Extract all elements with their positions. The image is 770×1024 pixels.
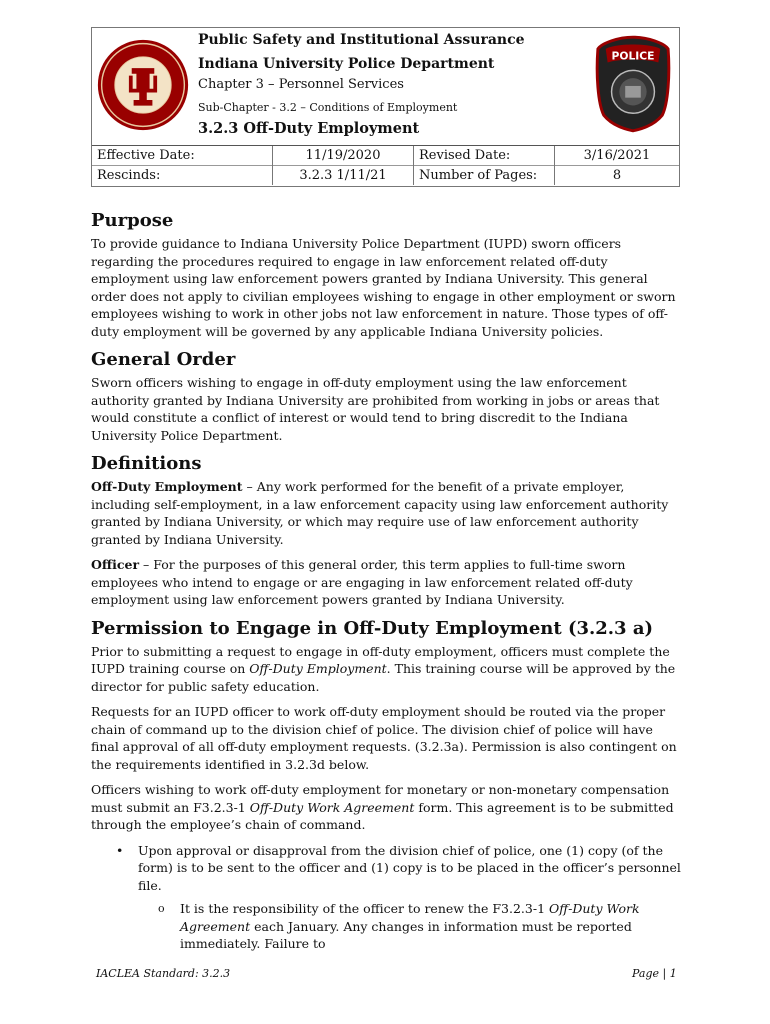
general-order-text: Sworn officers wishing to engage in off-duty employment using the law enforcement authority granted by Indiana University are prohibited from working in jobs or areas that would constitute a conflict of interest or would tend to bring discredit to the Indiana University Police Department. (91, 375, 660, 443)
iu-seal-icon (96, 38, 190, 132)
effective-date-value: 11/19/2020 (273, 146, 414, 166)
sub-list (138, 900, 683, 953)
list-item-text: Upon approval or disapproval from the division chief of police, one (1) copy (of the form) is to be sent to the officer and (1) copy is to be placed in the officer’s personnel file. (138, 842, 681, 893)
document-header (91, 27, 680, 187)
revised-date-label: Revised Date: (414, 146, 555, 166)
definition-off-duty (91, 478, 683, 548)
rescinds-label: Rescinds: (92, 166, 273, 186)
footer-standard: IACLEA Standard: 3.2.3 (96, 967, 231, 980)
permission-paragraph-2: Requests for an IUPD officer to work off-duty employment should be routed via the proper chain of command up to the division chief of police. The division chief of police will have final approval of all off-duty employment requests. (3.2.3a). Permission is also contingent on the requirements identified in 3.2.3d below. (91, 704, 677, 772)
list-item (116, 842, 683, 953)
table-row (92, 146, 679, 166)
chapter-title: Chapter 3 – Personnel Services (198, 77, 404, 92)
department-title: Indiana University Police Department (198, 56, 495, 72)
paragraph-text: form. This agreement is to be submitted through the employee’s chain of command. (91, 799, 674, 832)
pages-value: 8 (555, 166, 680, 186)
permission-heading: Permission to Engage in Off-Duty Employment (3.2.3 a) (91, 617, 654, 639)
bullet-list (91, 842, 683, 953)
form-title: Off-Duty Work Agreement (249, 799, 415, 815)
svg-text:POLICE: POLICE (611, 49, 655, 63)
definition-officer (91, 556, 683, 609)
definition-text: – For the purposes of this general order, this term applies to full-time sworn employees who intend to engage or are engaging in law enforcement related off-duty employment using law enforcement powers granted by Indiana University. (91, 557, 633, 607)
permission-paragraph-1 (91, 643, 683, 696)
purpose-heading: Purpose (91, 210, 174, 231)
paragraph-text: Prior to submitting a request to engage in off-duty employment, officers must complete the IUPD training course on (91, 643, 670, 676)
definition-term: Officer (91, 557, 140, 572)
police-badge-icon (594, 34, 672, 134)
definitions-heading: Definitions (91, 453, 202, 474)
purpose-text: To provide guidance to Indiana University Police Department (IUPD) sworn officers regarding the procedures required to engage in law enforcement related off-duty employment using law enforcement powers granted by Indiana University. This general order does not apply to civilian employees wishing to engage in other employment or sworn employees wishing to work in other jobs not law enforcement in nature. Those types of off-duty employment will be governed by any applicable Indiana University policies. (91, 236, 676, 339)
course-title: Off-Duty Employment (249, 661, 387, 676)
permission-paragraph-3 (91, 781, 683, 834)
definition-text: – Any work performed for the benefit of a private employer, including self-employment, in a law enforcement capacity using law enforcement authority granted by Indiana University, or which may require use of law enforcement authority granted by Indiana University. (91, 479, 669, 547)
footer-page-number: Page | 1 (632, 967, 677, 980)
paragraph-text: Officers wishing to work off-duty employment for monetary or non-monetary compensation must submit an F3.2.3-1 (91, 782, 670, 815)
order-title: 3.2.3 Off-Duty Employment (198, 120, 420, 137)
rescinds-value: 3.2.3 1/11/21 (273, 166, 414, 186)
document-body (91, 209, 683, 959)
table-row (92, 166, 679, 186)
general-order-heading: General Order (91, 349, 236, 370)
agency-title: Public Safety and Institutional Assurance (198, 32, 525, 48)
form-title: Off-Duty Work Agreement (180, 901, 640, 934)
pages-label: Number of Pages: (414, 166, 555, 186)
subchapter-title: Sub-Chapter - 3.2 – Conditions of Employment (198, 101, 458, 114)
definition-term: Off-Duty Employment (91, 479, 243, 494)
list-item-text: each January. Any changes in information must be reported immediately. Failure to (180, 918, 632, 951)
list-item (158, 900, 683, 953)
list-item-text: It is the responsibility of the officer to renew the F3.2.3-1 (180, 901, 550, 916)
paragraph-text: . This training course will be approved by the director for public safety education. (91, 661, 676, 694)
revised-date-value: 3/16/2021 (555, 146, 680, 166)
metadata-table (92, 146, 679, 185)
effective-date-label: Effective Date: (97, 148, 195, 163)
